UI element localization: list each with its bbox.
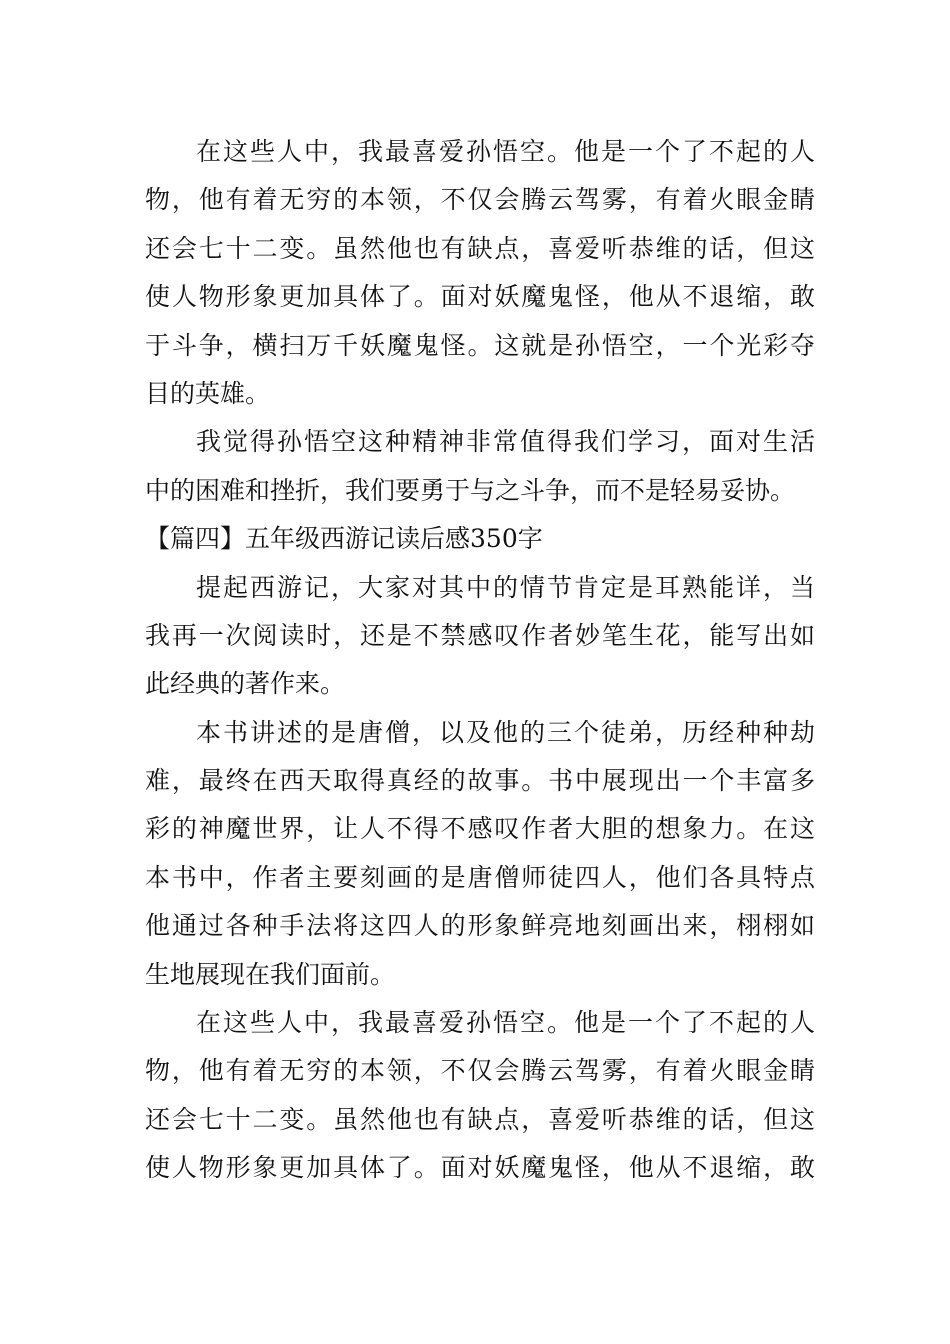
document-body <box>145 128 815 1193</box>
text-line: 在这些人中，我最喜爱孙悟空。他是一个了不起的人 <box>196 137 815 166</box>
text-line: 在这些人中，我最喜爱孙悟空。他是一个了不起的人 <box>196 1008 815 1038</box>
text-line: 提起西游记，大家对其中的情节肯定是耳熟能详，当 <box>196 572 815 602</box>
section-heading: 【篇四】五年级西游记读后感350字 <box>145 524 543 554</box>
text-line: 彩的神魔世界，让人不得不感叹作者大胆的想象力。在这 <box>145 814 815 844</box>
text-line: 使人物形象更加具体了。面对妖魔鬼怪，他从不退缩，敢 <box>145 282 815 312</box>
text-line: 物，他有着无穷的本领，不仅会腾云驾雾，有着火眼金睛 <box>145 185 815 215</box>
text-line: 我再一次阅读时，还是不禁感叹作者妙笔生花，能写出如 <box>145 620 815 650</box>
text-line: 使人物形象更加具体了。面对妖魔鬼怪，他从不退缩，敢 <box>145 1153 815 1183</box>
text-line: 生地展现在我们面前。 <box>145 959 396 989</box>
text-line: 还会七十二变。虽然他也有缺点，喜爱听恭维的话，但这 <box>145 233 815 263</box>
text-line: 中的困难和挫折，我们要勇于与之斗争，而不是轻易妥协。 <box>145 475 796 505</box>
text-line: 还会七十二变。虽然他也有缺点，喜爱听恭维的话，但这 <box>145 1104 815 1134</box>
text-line: 本书讲述的是唐僧，以及他的三个徒弟，历经种种劫 <box>196 717 815 747</box>
text-line: 本书中，作者主要刻画的是唐僧师徒四人，他们各具特点 <box>145 862 815 892</box>
text-line: 此经典的著作来。 <box>145 669 346 699</box>
text-line: 难，最终在西天取得真经的故事。书中展现出一个丰富多 <box>145 766 815 796</box>
text-line: 于斗争，横扫万千妖魔鬼怪。这就是孙悟空，一个光彩夺 <box>145 330 815 360</box>
text-line: 物，他有着无穷的本领，不仅会腾云驾雾，有着火眼金睛 <box>145 1056 815 1086</box>
text-line: 我觉得孙悟空这种精神非常值得我们学习，面对生活 <box>196 427 815 457</box>
text-line: 他通过各种手法将这四人的形象鲜亮地刻画出来，栩栩如 <box>145 911 815 941</box>
text-line: 目的英雄。 <box>145 378 271 408</box>
